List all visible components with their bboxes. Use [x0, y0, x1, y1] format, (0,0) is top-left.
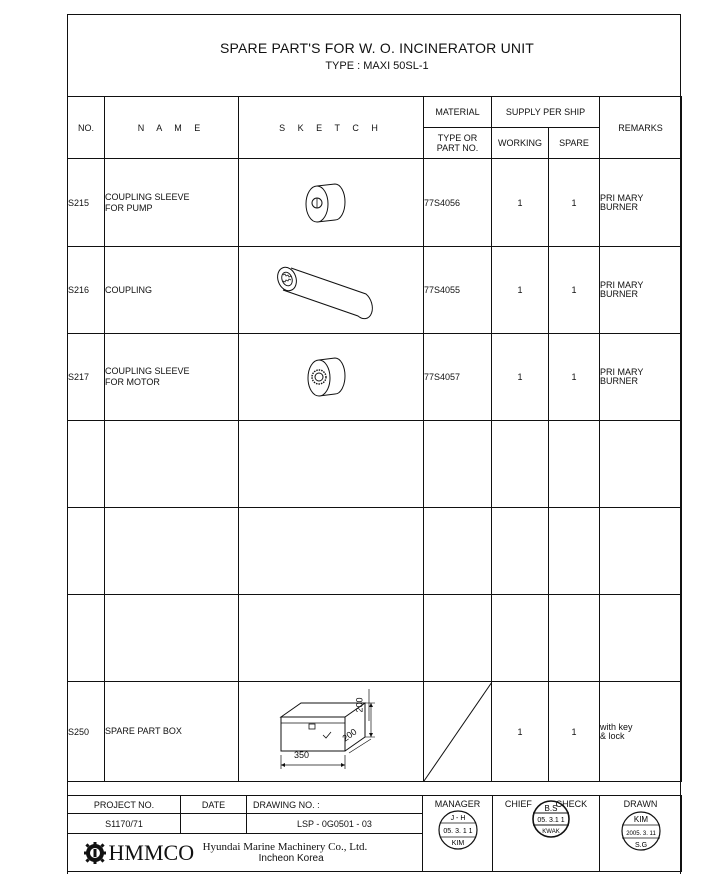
remarks: PRI MARY BURNER [600, 247, 682, 334]
part-no-slash [424, 682, 492, 782]
item-no: S216 [68, 247, 105, 334]
svg-text:B.S: B.S [544, 804, 558, 813]
box-dim-length: 350 [294, 750, 310, 760]
table-row [68, 682, 682, 782]
logo-text: HMMCO [108, 839, 195, 865]
remarks: with key & lock [600, 682, 682, 782]
drawing-no: LSP - 0G0501 - 03 [247, 814, 423, 834]
qty-spare: 1 [549, 334, 600, 421]
manager-stamp [436, 809, 480, 851]
header-name: N A M E [105, 97, 239, 159]
qty-working: 1 [492, 247, 549, 334]
qty-spare: 1 [549, 682, 600, 782]
header-supply-per-ship: SUPPLY PER SHIP [492, 97, 600, 128]
sketch-coupling [239, 247, 424, 334]
item-no: S217 [68, 334, 105, 421]
project-no-label: PROJECT NO. [68, 796, 181, 814]
table-row [68, 159, 682, 247]
manager-label: MANAGER [434, 799, 481, 809]
part-no: 77S4055 [424, 247, 492, 334]
qty-spare: 1 [549, 159, 600, 247]
chief-label: CHIEF [504, 799, 532, 809]
date-value [181, 814, 247, 834]
svg-text:KIM: KIM [451, 840, 464, 847]
sketch-spare-part-box [239, 682, 424, 782]
item-name: COUPLING SLEEVE FOR MOTOR [105, 334, 239, 421]
header-spare: SPARE [549, 128, 600, 159]
table-row [68, 247, 682, 334]
header-remarks: REMARKS [600, 97, 682, 159]
table-row [68, 334, 682, 421]
header-no: NO. [68, 97, 105, 159]
qty-working: 1 [492, 159, 549, 247]
empty-row [68, 421, 682, 508]
title-block [67, 795, 682, 872]
hmmco-gear-logo-icon [84, 842, 106, 864]
svg-text:S.G: S.G [634, 842, 647, 849]
item-no: S250 [68, 682, 105, 782]
manager-cell [423, 796, 493, 872]
svg-text:J - H: J - H [450, 815, 465, 822]
svg-text:KIM: KIM [633, 815, 648, 824]
remarks: PRI MARY BURNER [600, 334, 682, 421]
svg-text:KWAK: KWAK [542, 829, 560, 835]
drawing-no-label: DRAWING NO. : [247, 796, 423, 814]
company-name: Hyundai Marine Machinery Co., Ltd. [202, 840, 368, 853]
svg-text:2005. 3. 11: 2005. 3. 11 [625, 831, 656, 837]
header-sketch: S K E T C H [239, 97, 424, 159]
qty-spare: 1 [549, 247, 600, 334]
item-name: COUPLING SLEEVE FOR PUMP [105, 159, 239, 247]
part-no: 77S4057 [424, 334, 492, 421]
sketch-coupling-sleeve-pump [239, 159, 424, 247]
box-dim-depth: 200 [340, 726, 359, 744]
page-subtitle: TYPE : MAXI 50SL-1 [325, 60, 429, 72]
company-name-block [203, 841, 368, 865]
date-label: DATE [181, 796, 247, 814]
item-name: SPARE PART BOX [105, 682, 239, 782]
item-name: COUPLING [105, 247, 239, 334]
drawn-label: DRAWN [623, 799, 658, 809]
qty-working: 1 [492, 334, 549, 421]
drawn-cell [600, 796, 682, 872]
company-location: Incheon Korea [258, 852, 324, 864]
part-no: 77S4056 [424, 159, 492, 247]
page-title: SPARE PART'S FOR W. O. INCINERATOR UNIT [219, 40, 535, 56]
chief-check-cell [493, 796, 600, 872]
drawn-stamp [618, 809, 664, 851]
svg-text:05. 3. 1 1: 05. 3. 1 1 [442, 828, 473, 835]
svg-text:05. 3.1 1: 05. 3.1 1 [537, 817, 565, 824]
item-no: S215 [68, 159, 105, 247]
qty-working: 1 [492, 682, 549, 782]
header-type-part-no: TYPE OR PART NO. [424, 128, 492, 159]
empty-row [68, 595, 682, 682]
box-dim-height: 200 [354, 697, 365, 713]
spare-parts-table [67, 96, 682, 782]
header-material: MATERIAL [424, 97, 492, 128]
project-no: S1170/71 [68, 814, 181, 834]
check-label: CHECK [555, 799, 588, 809]
sketch-coupling-sleeve-motor [239, 334, 424, 421]
header-working: WORKING [492, 128, 549, 159]
company-logo-block [68, 834, 423, 872]
empty-row [68, 508, 682, 595]
remarks: PRI MARY BURNER [600, 159, 682, 247]
